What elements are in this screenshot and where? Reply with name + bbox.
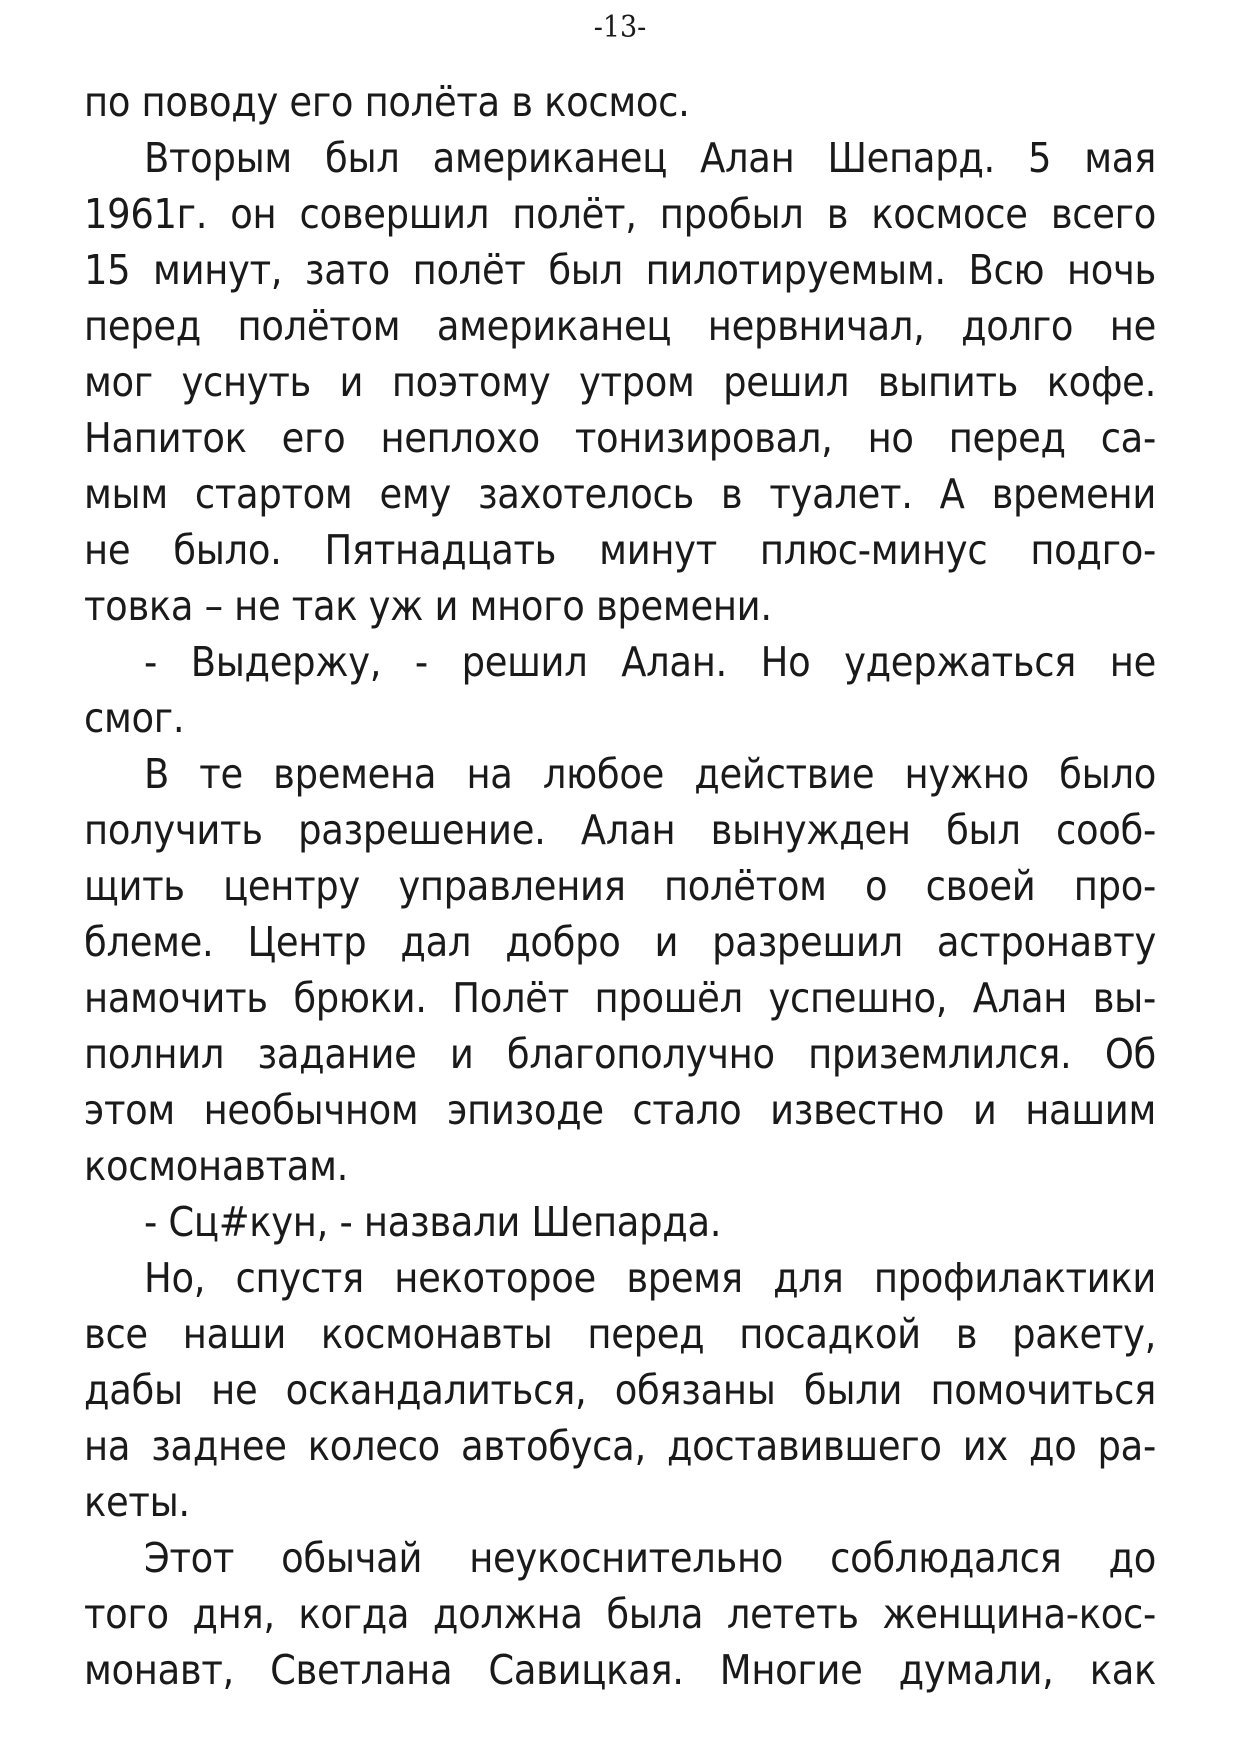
text-line: кеты.	[84, 1478, 190, 1526]
text-line: - Сц#кун, - назвали Шепарда.	[144, 1198, 722, 1246]
body-text	[84, 74, 1156, 1698]
text-line: перед полётом американец нервничал, долго не	[84, 302, 1156, 350]
text-line: по поводу его полёта в космос.	[84, 78, 690, 126]
text-line: Этот обычай неукоснительно соблюдался до	[144, 1534, 1156, 1582]
text-line: космонавтам.	[84, 1142, 349, 1190]
text-line: мым стартом ему захотелось в туалет. А времени	[84, 470, 1156, 518]
text-line: полнил задание и благополучно приземлился. Об	[84, 1030, 1156, 1078]
text-line: того дня, когда должна была лететь женщина-кос-	[84, 1590, 1156, 1638]
text-line: Вторым был американец Алан Шепард. 5 мая	[144, 134, 1156, 182]
text-line: мог уснуть и поэтому утром решил выпить кофе.	[84, 358, 1156, 406]
text-line: этом необычном эпизоде стало известно и нашим	[84, 1086, 1156, 1134]
text-line: В те времена на любое действие нужно было	[144, 750, 1156, 798]
text-line: блеме. Центр дал добро и разрешил астронавту	[84, 918, 1156, 966]
text-line: получить разрешение. Алан вынужден был сооб-	[84, 806, 1156, 854]
text-line: смог.	[84, 694, 185, 742]
page-number: -13-	[593, 10, 647, 45]
text-line: товка – не так уж и много времени.	[84, 582, 772, 630]
text-line: щить центру управления полётом о своей про-	[84, 862, 1156, 910]
text-line: на заднее колесо автобуса, доставившего их до ра-	[84, 1422, 1156, 1470]
text-line: не было. Пятнадцать минут плюс-минус подго-	[84, 526, 1156, 574]
text-line: 1961г. он совершил полёт, пробыл в космосе всего	[84, 190, 1156, 238]
text-line: Напиток его неплохо тонизировал, но перед са-	[84, 414, 1156, 462]
text-line: - Выдержу, - решил Алан. Но удержаться не	[144, 638, 1156, 686]
text-line: монавт, Светлана Савицкая. Многие думали, как	[84, 1646, 1156, 1694]
text-line: дабы не оскандалиться, обязаны были помочиться	[84, 1366, 1156, 1414]
text-line: Но, спустя некоторое время для профилактики	[144, 1254, 1156, 1302]
text-line: 15 минут, зато полёт был пилотируемым. Всю ночь	[84, 246, 1156, 294]
text-line: все наши космонавты перед посадкой в ракету,	[84, 1310, 1156, 1358]
text-line: намочить брюки. Полёт прошёл успешно, Алан вы-	[84, 974, 1156, 1022]
